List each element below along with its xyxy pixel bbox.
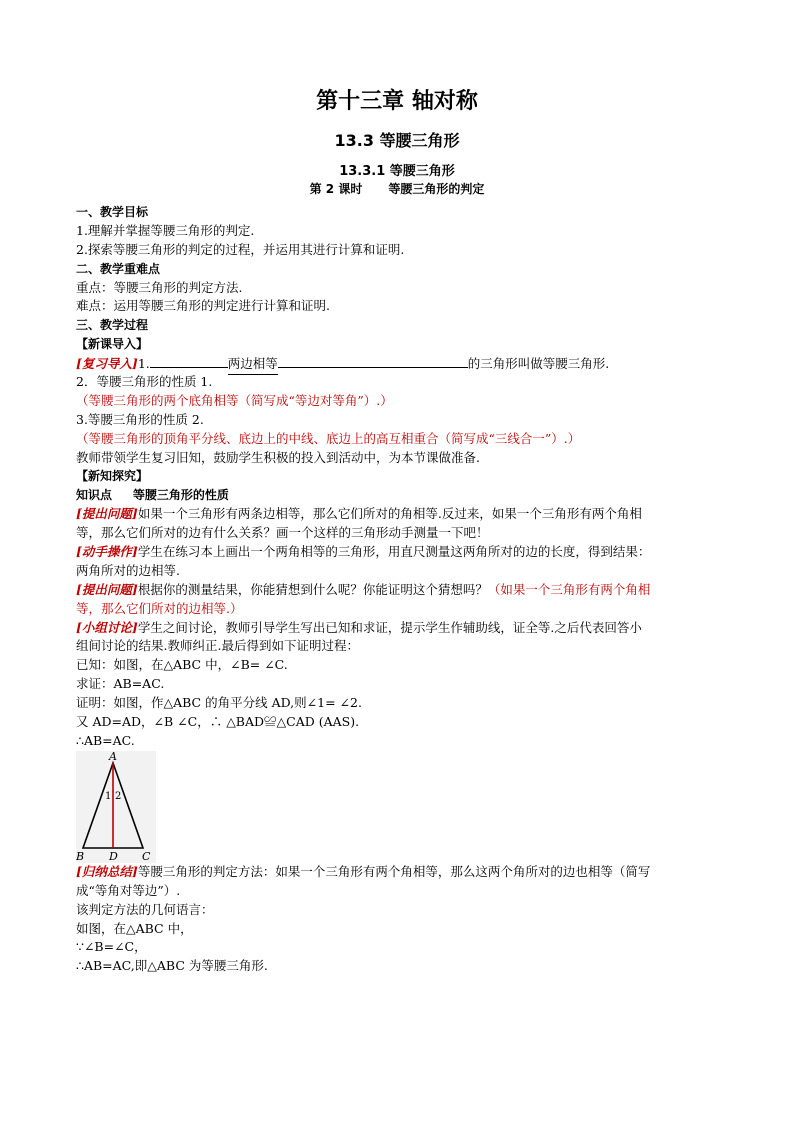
summary <box>76 863 720 882</box>
review-answer-3: （等腰三角形的顶角平分线、底边上的中线、底边上的高互相重合（简写成“三线合一”）.） <box>76 430 581 446</box>
explore-heading: 【新知探究】 <box>76 469 149 484</box>
key-important: 重点：等腰三角形的判定方法. <box>76 279 243 295</box>
summary-tag: [归纳总结] <box>76 863 138 879</box>
blank-line <box>150 354 228 368</box>
document-body <box>76 203 720 976</box>
knowledge-label: 知识点 <box>76 488 113 503</box>
knowledge-heading <box>76 486 720 505</box>
review-1-answer: 两边相等 <box>228 355 278 375</box>
question-2-answer-cont: 等，那么它们所对的边相等.） <box>76 600 243 616</box>
geo-language-title: 该判定方法的几何语言： <box>76 901 214 917</box>
discussion-cont: 组间讨论的结果.教师纠正.最后得到如下证明过程： <box>76 638 359 654</box>
angle-2-label: 2 <box>115 790 122 802</box>
proof-line: 证明：如图，作△ABC 的角平分线 AD,则∠1= ∠2. <box>76 695 362 711</box>
summary-cont: 成“等角对等边”）. <box>76 882 181 898</box>
label-b: B <box>76 849 85 863</box>
review-line-2: 2．等腰三角形的性质 1. <box>76 374 213 390</box>
blank-line <box>278 354 468 368</box>
question-tag: [提出问题] <box>76 506 138 522</box>
angle-1-label: 1 <box>105 790 112 802</box>
review-line-1 <box>76 354 720 373</box>
discussion-text: 学生之间讨论，教师引导学生写出已知和求证，提示学生作辅助线，证全等.之后代表回答小 <box>137 619 642 635</box>
label-c: C <box>142 849 151 863</box>
review-answer-2: （等腰三角形的两个底角相等（简写成“等边对等角”）.） <box>76 392 393 408</box>
geo-line: ∵∠B=∠C， <box>76 939 147 955</box>
proof-line: 求证：AB=AC. <box>76 676 165 692</box>
process-heading: 三、教学过程 <box>76 318 149 333</box>
label-a: A <box>109 750 117 763</box>
key-difficult: 难点：运用等腰三角形的判定进行计算和证明. <box>76 298 330 314</box>
knowledge-title: 等腰三角形的性质 <box>132 488 229 503</box>
geo-line: 如图，在△ABC 中， <box>76 920 193 936</box>
operation-cont: 两角所对的边相等. <box>76 562 180 578</box>
question-2-answer: （如果一个三角形有两个角相 <box>487 581 651 597</box>
discussion-tag: [小组讨论] <box>76 619 138 635</box>
operation <box>76 543 720 562</box>
review-tag: [复习导入] <box>76 356 138 372</box>
question-1 <box>76 505 720 524</box>
chapter-title: 第十三章 轴对称 <box>316 89 478 114</box>
proof-line: ∴AB=AC. <box>76 732 135 748</box>
question-1-cont: 等，那么它们所对的边有什么关系？画一个这样的三角形动手测量一下吧！ <box>76 525 489 541</box>
review-1-prefix: 1. <box>137 356 150 372</box>
geo-line: ∴AB=AC,即△ABC 为等腰三角形. <box>76 958 268 974</box>
intro-heading: 【新课导入】 <box>76 337 149 352</box>
keys-heading: 二、教学重难点 <box>76 261 161 276</box>
operation-text: 学生在练习本上画出一个两角相等的三角形，用直尺测量这两角所对的边的长度，得到结果： <box>137 544 651 560</box>
question-2-text: 根据你的测量结果，你能猜想到什么呢？你能证明这个猜想吗？ <box>137 581 488 597</box>
section-title: 13.3 等腰三角形 <box>334 131 460 150</box>
label-d: D <box>109 849 118 863</box>
review-1-suffix: 的三角形叫做等腰三角形. <box>467 356 610 372</box>
summary-text: 等腰三角形的判定方法：如果一个三角形有两个角相等，那么这两个角所对的边也相等（简写 <box>137 863 651 879</box>
lesson-name: 等腰三角形的判定 <box>388 182 485 196</box>
goal-item: 1.理解并掌握等腰三角形的判定. <box>76 222 255 238</box>
proof-line: 又 AD=AD，∠B ∠C，∴ △BAD≌△CAD (AAS). <box>76 714 360 730</box>
review-line-3: 3.等腰三角形的性质 2. <box>76 411 204 427</box>
review-note: 教师带领学生复习旧知，鼓励学生积极的投入到活动中，为本节课做准备. <box>76 449 480 465</box>
discussion <box>76 619 720 638</box>
triangle-figure <box>76 751 720 863</box>
subsection-title: 13.3.1 等腰三角形 <box>339 164 455 179</box>
question-2 <box>76 581 720 600</box>
figure-background <box>76 751 156 863</box>
question-1-text: 如果一个三角形有两条边相等，那么它们所对的角相等.反过来，如果一个三角形有两个角相 <box>137 506 642 522</box>
operation-tag: [动手操作] <box>76 544 138 560</box>
triangle-diagram <box>76 751 160 863</box>
goals-heading: 一、教学目标 <box>76 205 149 219</box>
question-tag: [提出问题] <box>76 581 138 597</box>
lesson-number: 第 2 课时 <box>309 182 363 196</box>
proof-line: 已知：如图，在△ABC 中，∠B= ∠C. <box>76 657 288 673</box>
goal-item: 2.探索等腰三角形的判定的过程，并运用其进行计算和证明. <box>76 241 405 257</box>
lesson-title <box>0 180 794 197</box>
